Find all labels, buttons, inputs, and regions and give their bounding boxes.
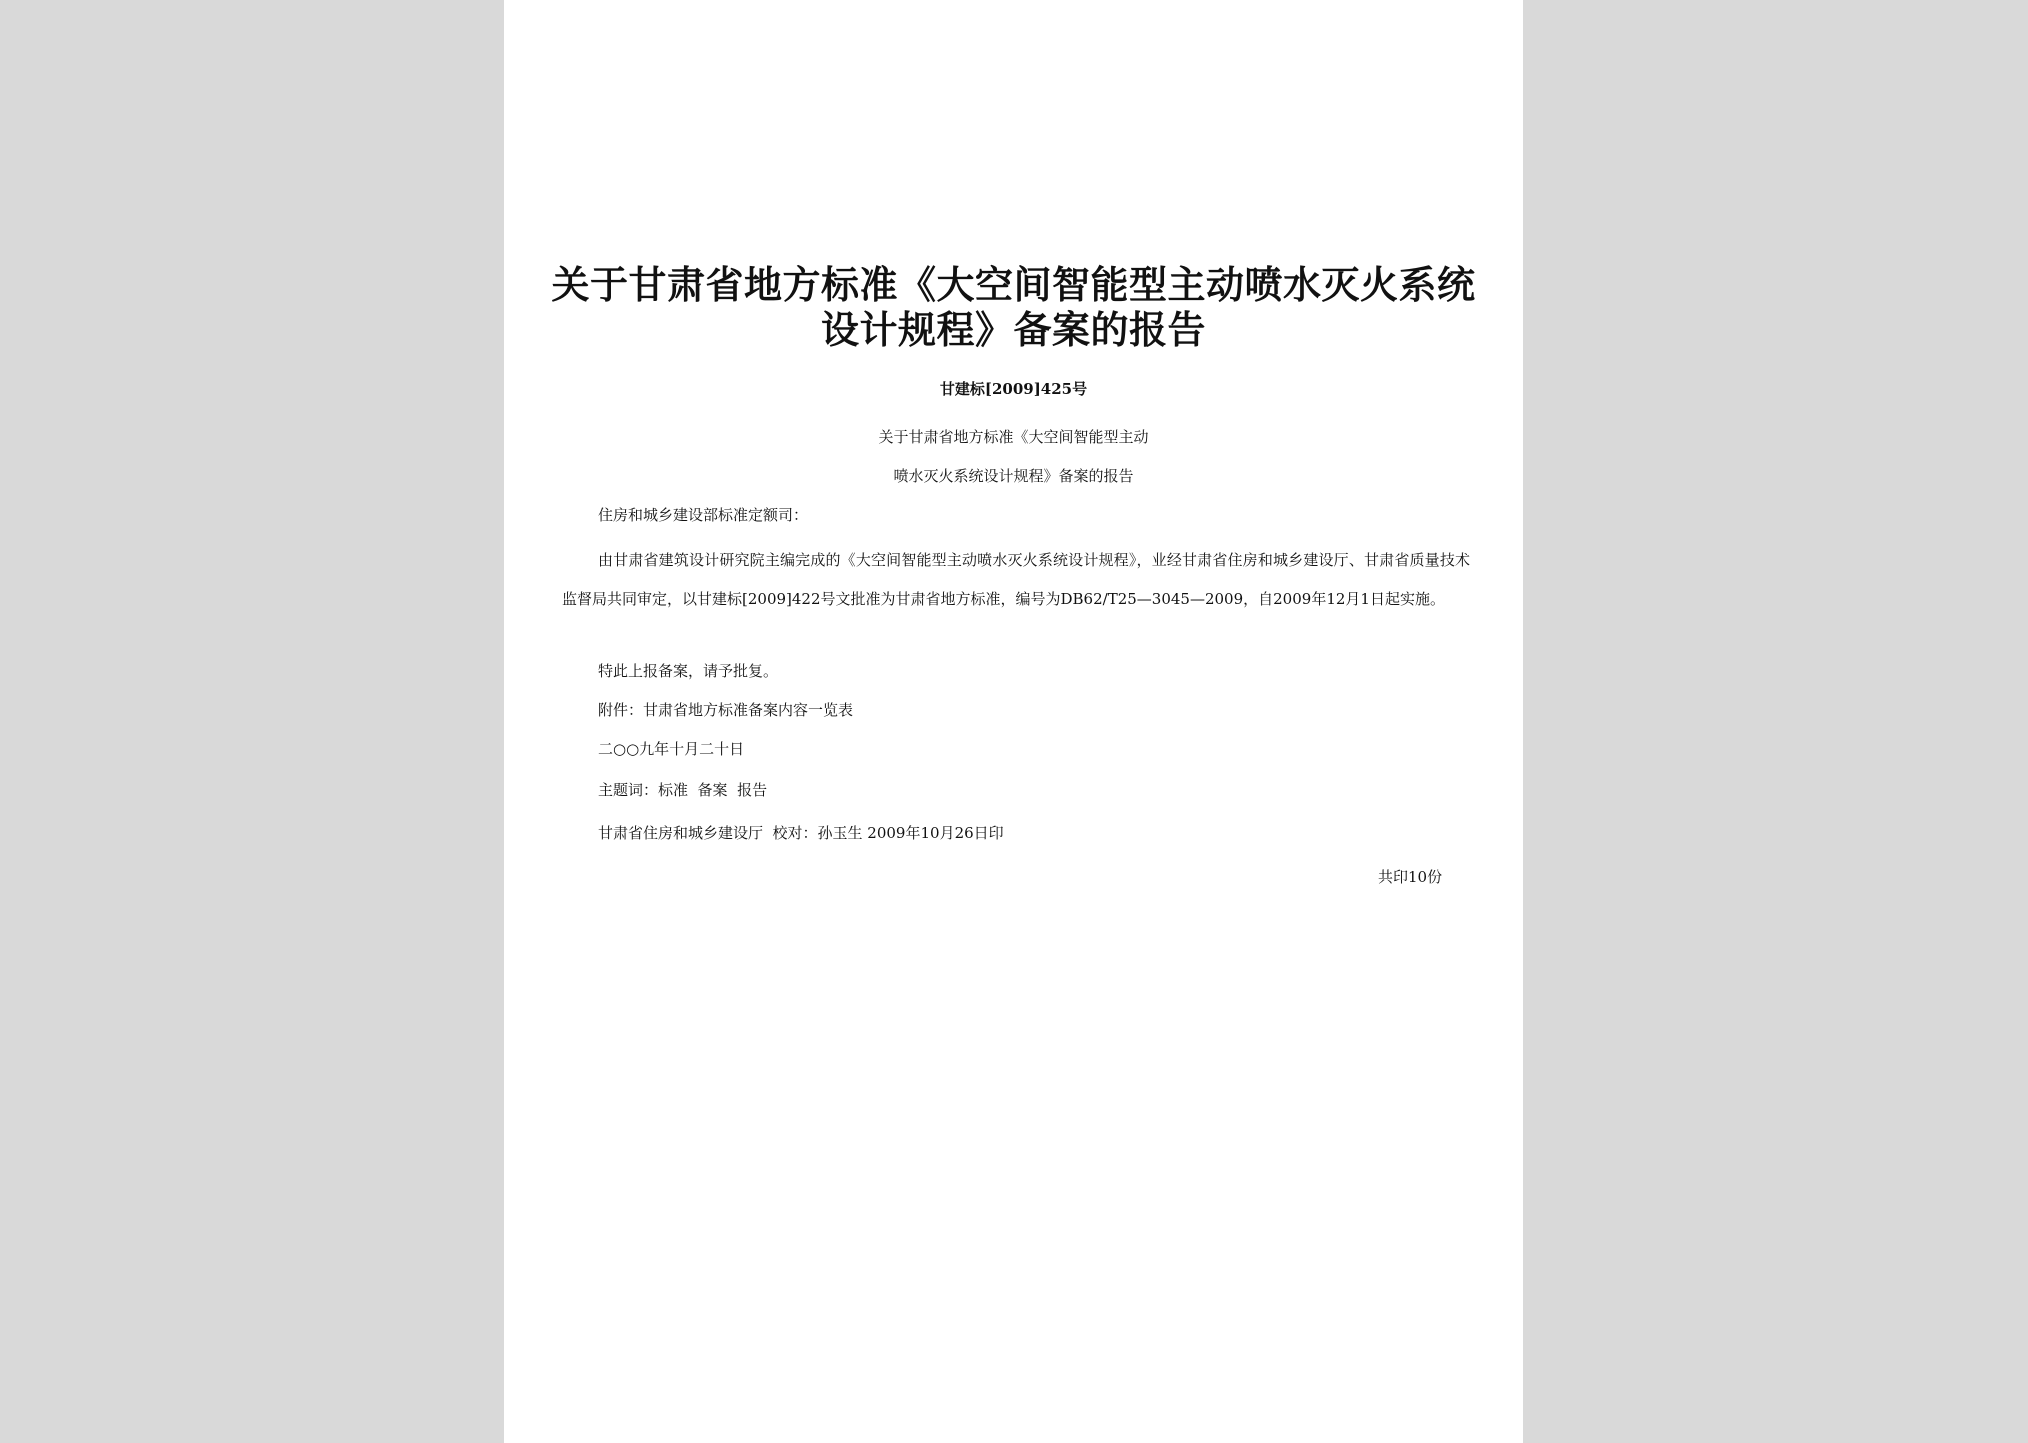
date-line: 二○○九年十月二十日 [598,740,745,758]
title-line-2: 设计规程》备案的报告 [820,307,1206,352]
subject-words: 主题词：标准 备案 报告 [598,781,768,799]
document-number: 甘建标[2009]425号 [939,380,1088,398]
addressee: 住房和城乡建设部标准定额司： [598,506,809,524]
subtitle-line-2: 喷水灭火系统设计规程》备案的报告 [893,467,1134,485]
body-paragraph: 由甘肃省建筑设计研究院主编完成的《大空间智能型主动喷水灭火系统设计规程》，业经甘肃省住房和城乡建设厅、甘肃省质量技术监督局共同审定，以甘建标[2009]422号文批准为甘肃省地方标准，编号为DB62/T25—3045—2009，自2009年12月1日起实施。 [562,551,1470,608]
title-line-1: 关于甘肃省地方标准《大空间智能型主动喷水灭火系统 [551,262,1476,307]
request-line: 特此上报备案，请予批复。 [598,662,779,680]
subtitle-line-1: 关于甘肃省地方标准《大空间智能型主动 [878,428,1149,446]
issuer-line: 甘肃省住房和城乡建设厅 校对：孙玉生 2009年10月26日印 [598,824,1004,842]
attachment-line: 附件：甘肃省地方标准备案内容一览表 [598,701,854,719]
document-page [504,0,1523,1443]
copies-count: 共印10份 [1378,868,1443,886]
page-title [504,262,1523,352]
